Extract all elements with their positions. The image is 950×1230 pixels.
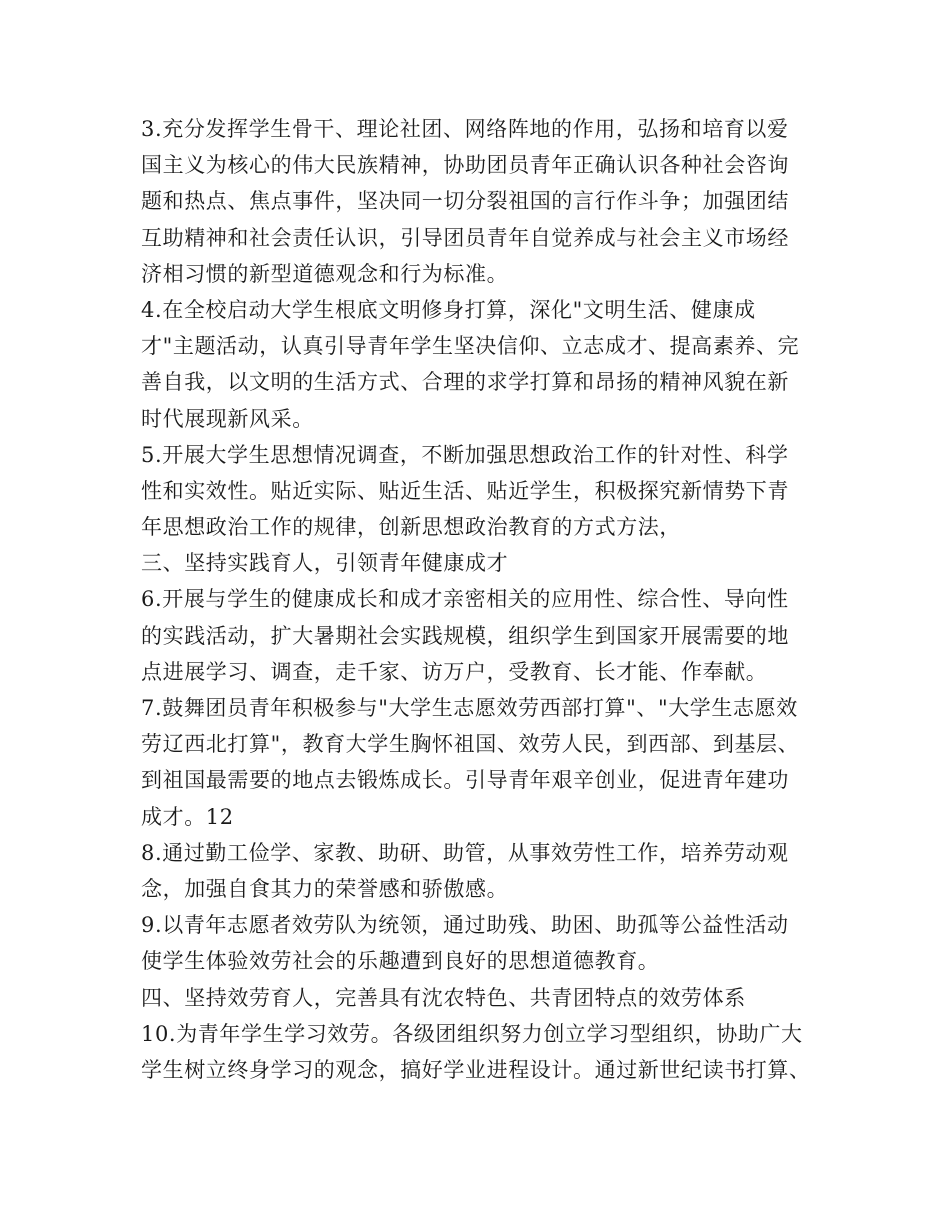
text-line: 使学生体验效劳社会的乐趣遭到良好的思想道德教育。 <box>141 949 660 974</box>
text-line: 7.鼓舞团员青年积极参与"大学生志愿效劳西部打算"、"大学生志愿效 <box>141 696 798 720</box>
text-line: 题和热点、焦点事件，坚决同一切分裂祖国的言行作斗争；加强团结 <box>141 189 789 214</box>
text-line: 年思想政治工作的规律，创新思想政治教育的方式方法， <box>141 515 681 540</box>
body-text <box>141 111 831 1088</box>
section-heading: 四、坚持效劳育人，完善具有沈农特色、共青团特点的效劳体系 <box>141 985 746 1010</box>
text-line: 9.以青年志愿者效劳队为统领，通过助残、助困、助孤等公益性活动 <box>141 913 789 938</box>
text-line: 6.开展与学生的健康成长和成才亲密相关的应用性、综合性、导向性 <box>141 587 789 612</box>
text-line: 互助精神和社会责任认识，引导团员青年自觉养成与社会主义市场经 <box>141 225 789 250</box>
text-line: 5.开展大学生思想情况调查，不断加强思想政治工作的针对性、科学 <box>141 442 789 467</box>
text-line: 成才。12 <box>141 804 234 829</box>
text-line: 点进展学习、调查，走千家、访万户，受教育、长才能、作奉献。 <box>141 659 768 684</box>
text-line: 到祖国最需要的地点去锻炼成长。引导青年艰辛创业，促进青年建功 <box>141 768 789 793</box>
text-line: 学生树立终身学习的观念，搞好学业进程设计。通过新世纪读书打算、 <box>141 1057 811 1082</box>
text-line: 性和实效性。贴近实际、贴近生活、贴近学生，积极探究新情势下青 <box>141 478 789 503</box>
text-line: 8.通过勤工俭学、家教、助研、助管，从事效劳性工作，培养劳动观 <box>141 840 789 865</box>
section-heading: 三、坚持实践育人，引领青年健康成才 <box>141 551 509 576</box>
text-line: 3.充分发挥学生骨干、理论社团、网络阵地的作用，弘扬和培育以爱 <box>141 117 789 141</box>
text-line: 国主义为核心的伟大民族精神，协助团员青年正确认识各种社会咨询 <box>141 153 789 178</box>
text-line: 的实践活动，扩大暑期社会实践规模，组织学生到国家开展需要的地 <box>141 623 789 648</box>
text-line: 时代展现新风采。 <box>141 406 314 431</box>
text-line: 10.为青年学生学习效劳。各级团组织努力创立学习型组织，协助广大 <box>141 1021 803 1046</box>
text-line: 才"主题活动，认真引导青年学生坚决信仰、立志成才、提高素养、完 <box>141 334 800 359</box>
text-line: 劳辽西北打算"，教育大学生胸怀祖国、效劳人民，到西部、到基层、 <box>141 732 800 757</box>
text-line: 善自我，以文明的生活方式、合理的求学打算和昂扬的精神风貌在新 <box>141 370 789 395</box>
text-line: 4.在全校启动大学生根底文明修身打算，深化"文明生活、健康成 <box>141 297 756 322</box>
text-line: 念，加强自食其力的荣誉感和骄傲感。 <box>141 876 509 901</box>
text-line: 济相习惯的新型道德观念和行为标准。 <box>141 261 509 286</box>
